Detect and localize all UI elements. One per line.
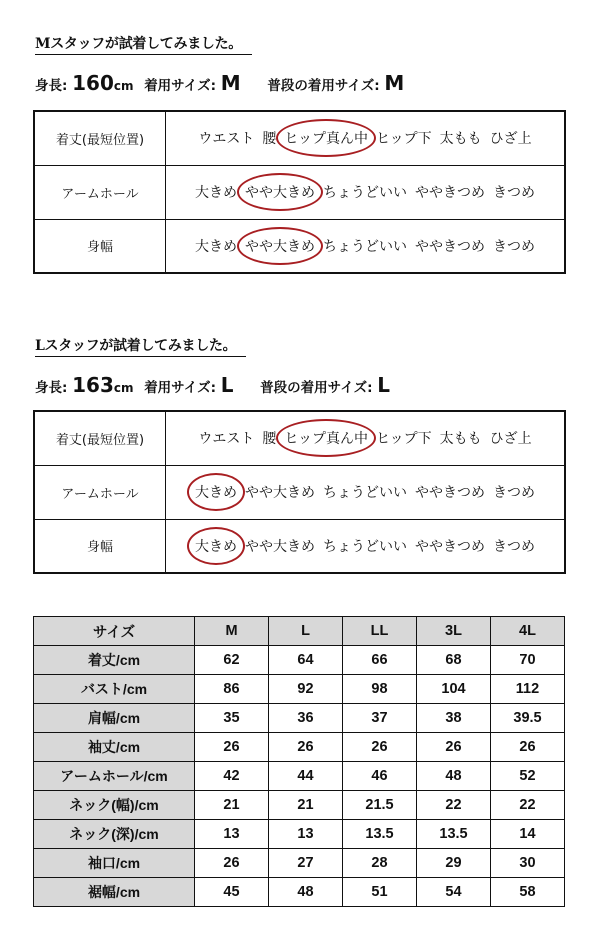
m-staff-size-info: [35, 71, 404, 95]
fit-option: ヒップ下: [376, 131, 432, 148]
fit-row-options: [166, 219, 566, 273]
fit-option: ちょうどいい: [323, 185, 407, 201]
measurement-label: 袖口/cm: [34, 849, 195, 878]
worn-size-value: L: [220, 373, 234, 397]
usual-size-label: 普段の着用サイズ:: [267, 78, 380, 94]
fit-option: ちょうどいい: [323, 238, 407, 255]
m-staff-fit-table: [33, 110, 566, 274]
height-value: 163: [72, 373, 114, 397]
measurement-value: 58: [491, 878, 565, 907]
measurement-value: 98: [343, 675, 417, 704]
fit-row-options: [166, 111, 566, 165]
measurement-value: 13: [269, 820, 343, 849]
fit-option-selected: 大きめ: [195, 482, 237, 502]
measurement-label: 着丈/cm: [34, 646, 195, 675]
measurement-value: 42: [195, 762, 269, 791]
m-staff-title: Mスタッフが試着してみました。: [35, 33, 252, 55]
fit-option: 腰: [262, 431, 277, 448]
usual-size-value: M: [384, 71, 405, 95]
worn-size-label: 着用サイズ:: [144, 380, 217, 396]
measurement-value: 21: [269, 791, 343, 820]
fit-row: [34, 411, 565, 465]
height-unit: cm: [113, 381, 134, 395]
measurement-value: 13: [195, 820, 269, 849]
size-header-ll: LL: [343, 617, 417, 646]
l-staff-size-info: [35, 373, 390, 397]
size-chart-row: [34, 675, 565, 704]
fit-option: ちょうどいい: [323, 538, 407, 555]
fit-option-selected: 大きめ: [195, 536, 237, 556]
fit-row-options: [166, 165, 566, 219]
measurement-value: 68: [417, 646, 491, 675]
fit-row: [34, 111, 565, 165]
measurement-value: 64: [269, 646, 343, 675]
size-chart-row: [34, 849, 565, 878]
fit-option-selected: ヒップ真ん中: [284, 428, 368, 448]
measurement-label: 袖丈/cm: [34, 733, 195, 762]
fit-row-options: [166, 411, 566, 465]
size-chart-row: [34, 704, 565, 733]
fit-option: やや大きめ: [245, 538, 315, 555]
measurement-value: 30: [491, 849, 565, 878]
measurement-value: 26: [491, 733, 565, 762]
fit-row-label: 身幅: [34, 519, 166, 573]
fit-row-options: [166, 465, 566, 519]
measurement-value: 92: [269, 675, 343, 704]
measurement-value: 22: [417, 791, 491, 820]
measurement-value: 26: [417, 733, 491, 762]
fit-option: きつめ: [493, 238, 535, 255]
measurement-value: 46: [343, 762, 417, 791]
measurement-value: 52: [491, 762, 565, 791]
height-label: 身長:: [35, 380, 68, 396]
fit-option: ややきつめ: [415, 485, 485, 501]
measurement-value: 45: [195, 878, 269, 907]
fit-option-selected: やや大きめ: [245, 182, 315, 202]
worn-size-label: 着用サイズ:: [144, 78, 217, 94]
measurement-value: 66: [343, 646, 417, 675]
measurement-label: 肩幅/cm: [34, 704, 195, 733]
size-chart-row: [34, 762, 565, 791]
fit-option: やや大きめ: [245, 485, 315, 501]
measurement-value: 86: [195, 675, 269, 704]
measurement-value: 112: [491, 675, 565, 704]
fit-option: ウエスト: [198, 431, 255, 448]
fit-option: きつめ: [493, 485, 535, 501]
measurement-value: 44: [269, 762, 343, 791]
fit-option: ややきつめ: [415, 185, 485, 201]
height-value: 160: [72, 71, 114, 95]
measurement-value: 38: [417, 704, 491, 733]
fit-row-label: アームホール: [34, 465, 166, 519]
size-column-header: サイズ: [34, 617, 195, 646]
measurement-label: アームホール/cm: [34, 762, 195, 791]
fit-option: ややきつめ: [415, 538, 485, 555]
measurement-value: 29: [417, 849, 491, 878]
measurement-value: 26: [195, 733, 269, 762]
size-header-4l: 4L: [491, 617, 565, 646]
fit-option: 太もも: [439, 131, 482, 148]
fit-option-selected: ヒップ真ん中: [284, 128, 368, 148]
measurement-value: 37: [343, 704, 417, 733]
measurement-value: 48: [269, 878, 343, 907]
size-header-m: M: [195, 617, 269, 646]
size-chart-table: [33, 616, 565, 907]
size-header-3l: 3L: [417, 617, 491, 646]
measurement-label: ネック(幅)/cm: [34, 791, 195, 820]
size-chart-row: [34, 646, 565, 675]
measurement-value: 48: [417, 762, 491, 791]
fit-option: ややきつめ: [415, 238, 485, 255]
measurement-value: 21.5: [343, 791, 417, 820]
size-chart-row: [34, 878, 565, 907]
fit-option: 大きめ: [195, 185, 237, 201]
measurement-value: 51: [343, 878, 417, 907]
measurement-value: 14: [491, 820, 565, 849]
measurement-label: ネック(深)/cm: [34, 820, 195, 849]
measurement-value: 13.5: [343, 820, 417, 849]
measurement-label: バスト/cm: [34, 675, 195, 704]
size-chart-header-row: [34, 617, 565, 646]
measurement-value: 26: [269, 733, 343, 762]
fit-option: きつめ: [493, 538, 535, 555]
measurement-value: 28: [343, 849, 417, 878]
worn-size-value: M: [220, 71, 241, 95]
fit-row-options: [166, 519, 566, 573]
measurement-value: 54: [417, 878, 491, 907]
measurement-label: 裾幅/cm: [34, 878, 195, 907]
measurement-value: 70: [491, 646, 565, 675]
measurement-value: 26: [195, 849, 269, 878]
measurement-value: 62: [195, 646, 269, 675]
height-unit: cm: [113, 79, 134, 93]
fit-option: ヒップ下: [376, 431, 432, 448]
measurement-value: 21: [195, 791, 269, 820]
l-staff-fit-table: [33, 410, 566, 574]
fit-row-label: 着丈(最短位置): [34, 111, 166, 165]
l-staff-title: Lスタッフが試着してみました。: [35, 335, 246, 357]
fit-option: 大きめ: [195, 238, 237, 255]
fit-row-label: 身幅: [34, 219, 166, 273]
fit-option: ひざ上: [489, 431, 532, 448]
fit-option: ちょうどいい: [323, 485, 407, 501]
fit-row: [34, 465, 565, 519]
size-chart-row: [34, 791, 565, 820]
fit-row: [34, 519, 565, 573]
fit-option: きつめ: [493, 185, 535, 201]
fit-row-label: 着丈(最短位置): [34, 411, 166, 465]
fit-row: [34, 219, 565, 273]
size-header-l: L: [269, 617, 343, 646]
measurement-value: 13.5: [417, 820, 491, 849]
fit-row: [34, 165, 565, 219]
measurement-value: 35: [195, 704, 269, 733]
measurement-value: 104: [417, 675, 491, 704]
measurement-value: 26: [343, 733, 417, 762]
size-chart-row: [34, 733, 565, 762]
fit-option: 腰: [262, 131, 277, 148]
size-chart-row: [34, 820, 565, 849]
measurement-value: 36: [269, 704, 343, 733]
usual-size-label: 普段の着用サイズ:: [260, 380, 373, 396]
fit-row-label: アームホール: [34, 165, 166, 219]
fit-option-selected: やや大きめ: [245, 236, 315, 256]
measurement-value: 27: [269, 849, 343, 878]
measurement-value: 39.5: [491, 704, 565, 733]
height-label: 身長:: [35, 78, 68, 94]
fit-option: ウエスト: [198, 131, 255, 148]
usual-size-value: L: [377, 373, 390, 397]
measurement-value: 22: [491, 791, 565, 820]
fit-option: ひざ上: [489, 131, 532, 148]
fit-option: 太もも: [439, 431, 482, 448]
